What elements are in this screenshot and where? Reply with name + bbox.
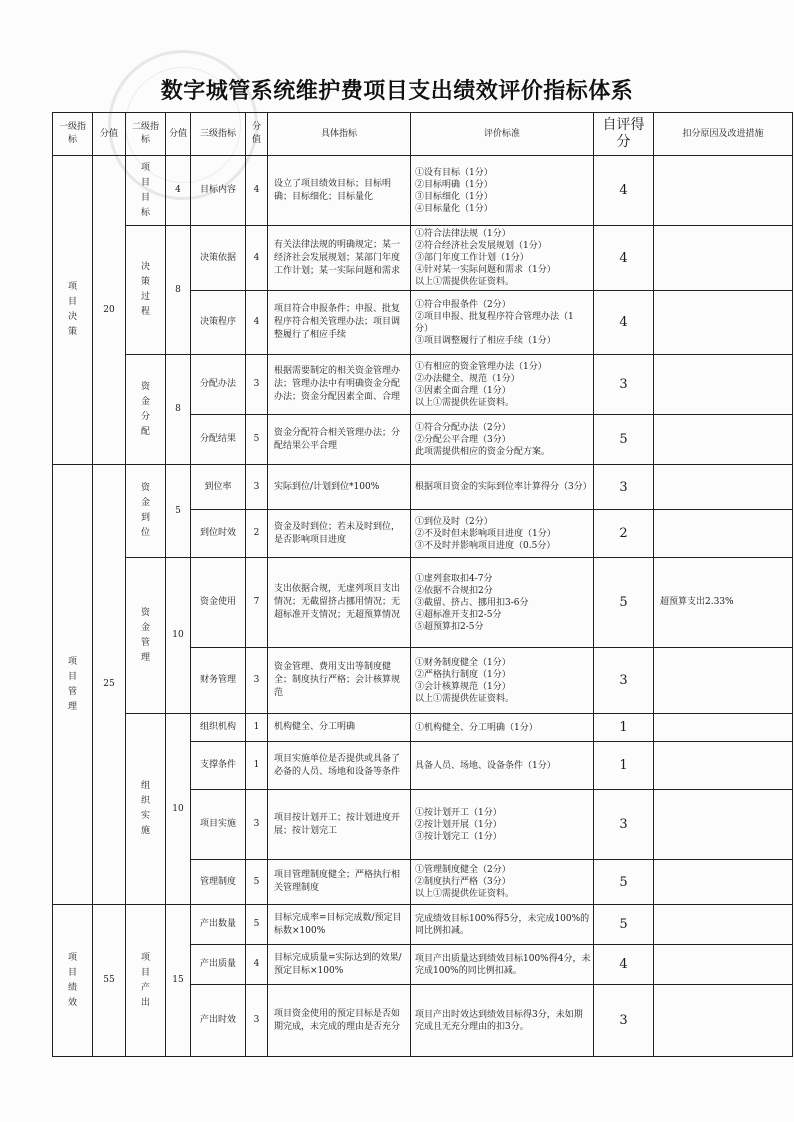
- level3-score-cell: 3: [246, 648, 268, 714]
- level3-cell: 产出数量: [191, 905, 246, 945]
- indicator-cell: 资金及时到位；若未及时到位，是否影响项目进度: [268, 510, 411, 558]
- table-header-row: [53, 113, 793, 156]
- level3-score-cell: 3: [246, 790, 268, 860]
- level3-score-cell: 3: [246, 355, 268, 415]
- self-score-cell: 5: [594, 415, 654, 465]
- deduction-note-cell: [654, 510, 793, 558]
- level1-score-cell: 55: [93, 905, 126, 1057]
- standard-cell: ①按计划开工（1分） ②按计划开展（1分） ③按计划完工（1分）: [411, 790, 594, 860]
- level2-cell: 决策过程: [126, 226, 166, 355]
- table-row: [53, 714, 793, 742]
- self-score-cell: 4: [594, 156, 654, 226]
- self-score-cell: 3: [594, 648, 654, 714]
- deduction-note-cell: [654, 156, 793, 226]
- self-score-cell: 1: [594, 714, 654, 742]
- header-deduction-note: 扣分原因及改进措施: [654, 113, 793, 156]
- level2-score-cell: 4: [166, 156, 191, 226]
- indicator-cell: 项目符合申报条件；申报、批复程序符合相关管理办法；项目调整履行了相应手续: [268, 291, 411, 355]
- indicator-cell: 资金分配符合相关管理办法；分配结果公平合理: [268, 415, 411, 465]
- level3-cell: 分配办法: [191, 355, 246, 415]
- indicator-cell: 项目管理制度健全；严格执行相关管理制度: [268, 860, 411, 905]
- level3-score-cell: 5: [246, 860, 268, 905]
- header-score1: 分值: [93, 113, 126, 156]
- deduction-note-cell: [654, 415, 793, 465]
- level2-score-cell: 10: [166, 558, 191, 714]
- deduction-note-cell: [654, 945, 793, 985]
- level3-score-cell: 4: [246, 291, 268, 355]
- deduction-note-cell: 超预算支出2.33%: [654, 558, 793, 648]
- indicator-cell: 实际到位/计划到位*100%: [268, 465, 411, 510]
- self-score-cell: 5: [594, 860, 654, 905]
- self-score-cell: 3: [594, 790, 654, 860]
- deduction-note-cell: [654, 465, 793, 510]
- standard-cell: ①财务制度健全（1分） ②严格执行制度（1分） ③会计核算规范（1分） 以上①需提供佐证资料。: [411, 648, 594, 714]
- level3-cell: 组织机构: [191, 714, 246, 742]
- self-score-cell: 2: [594, 510, 654, 558]
- level3-cell: 产出质量: [191, 945, 246, 985]
- self-score-cell: 3: [594, 465, 654, 510]
- standard-cell: ①有相应的资金管理办法（1分） ②办法健全、规范（1分） ③因素全面合理（1分） 以上①需提供佐证资料。: [411, 355, 594, 415]
- indicator-cell: 支出依据合规，无虚列项目支出情况；无截留挤占挪用情况；无超标准开支情况；无超预算情况: [268, 558, 411, 648]
- indicator-cell: 资金管理、费用支出等制度健全；制度执行严格；会计核算规范: [268, 648, 411, 714]
- self-score-cell: 4: [594, 945, 654, 985]
- table-row: [53, 905, 793, 945]
- deduction-note-cell: [654, 648, 793, 714]
- level3-cell: 决策依据: [191, 226, 246, 291]
- level2-score-cell: 15: [166, 905, 191, 1057]
- header-level1: 一级指标: [53, 113, 93, 156]
- level3-score-cell: 5: [246, 415, 268, 465]
- level3-cell: 产出时效: [191, 985, 246, 1057]
- level3-cell: 管理制度: [191, 860, 246, 905]
- indicator-cell: 项目资金使用的预定目标是否如期完成，未完成的理由是否充分: [268, 985, 411, 1057]
- level3-cell: 到位率: [191, 465, 246, 510]
- indicator-cell: 机构健全、分工明确: [268, 714, 411, 742]
- self-score-cell: 5: [594, 558, 654, 648]
- level3-cell: 支撑条件: [191, 742, 246, 790]
- level3-score-cell: 3: [246, 985, 268, 1057]
- level3-cell: 决策程序: [191, 291, 246, 355]
- level3-score-cell: 2: [246, 510, 268, 558]
- indicator-cell: 有关法律法规的明确规定；某一经济社会发展规划；某部门年度工作计划；某一实际问题和需求: [268, 226, 411, 291]
- level3-cell: 目标内容: [191, 156, 246, 226]
- level3-score-cell: 5: [246, 905, 268, 945]
- self-score-cell: 1: [594, 742, 654, 790]
- indicator-cell: 设立了项目绩效目标；目标明确；目标细化；目标量化: [268, 156, 411, 226]
- level3-score-cell: 7: [246, 558, 268, 648]
- level3-cell: 分配结果: [191, 415, 246, 465]
- indicator-table: [52, 112, 793, 1057]
- indicator-cell: 目标完成率=目标完成数/预定目标数×100%: [268, 905, 411, 945]
- level2-score-cell: 8: [166, 226, 191, 355]
- level3-score-cell: 3: [246, 465, 268, 510]
- level2-cell: 项目目标: [126, 156, 166, 226]
- standard-cell: ①符合法律法规（1分） ②符合经济社会发展规划（1分） ③部门年度工作计划（1分） ④针对某一实际问题和需求（1分） 以上①需提供佐证资料。: [411, 226, 594, 291]
- self-score-cell: 5: [594, 905, 654, 945]
- level2-cell: 资金到位: [126, 465, 166, 558]
- standard-cell: 项目产出时效达到绩效目标得3分，未如期完成且无充分理由的扣3分。: [411, 985, 594, 1057]
- deduction-note-cell: [654, 355, 793, 415]
- indicator-cell: 根据需要制定的相关资金管理办法；管理办法中有明确资金分配办法；资金分配因素全面、合理: [268, 355, 411, 415]
- header-self-score: 自评得分: [594, 113, 654, 156]
- header-level3: 三级指标: [191, 113, 246, 156]
- header-score3: 分值: [246, 113, 268, 156]
- table-row: [53, 226, 793, 291]
- header-indicator: 具体指标: [268, 113, 411, 156]
- level2-score-cell: 8: [166, 355, 191, 465]
- standard-cell: ①符合申报条件（2分） ②项目申报、批复程序符合管理办法（1分） ③项目调整履行了相应手续（1分）: [411, 291, 594, 355]
- level2-cell: 资金分配: [126, 355, 166, 465]
- level1-score-cell: 25: [93, 465, 126, 905]
- deduction-note-cell: [654, 985, 793, 1057]
- self-score-cell: 4: [594, 291, 654, 355]
- level3-cell: 财务管理: [191, 648, 246, 714]
- table-row: [53, 558, 793, 648]
- deduction-note-cell: [654, 742, 793, 790]
- level1-cell: 项目管理: [53, 465, 93, 905]
- level2-cell: 项目产出: [126, 905, 166, 1057]
- level3-cell: 资金使用: [191, 558, 246, 648]
- header-level2: 二级指标: [126, 113, 166, 156]
- page-title: 数字城管系统维护费项目支出绩效评价指标体系: [160, 79, 634, 104]
- deduction-note-cell: [654, 714, 793, 742]
- level3-cell: 到位时效: [191, 510, 246, 558]
- level2-cell: 资金管理: [126, 558, 166, 714]
- standard-cell: ①符合分配办法（2分） ②分配公平合理（3分） 此项需提供相应的资金分配方案。: [411, 415, 594, 465]
- level1-cell: 项目决策: [53, 156, 93, 465]
- level3-score-cell: 4: [246, 156, 268, 226]
- standard-cell: ①设有目标（1分） ②目标明确（1分） ③目标细化（1分） ④目标量化（1分）: [411, 156, 594, 226]
- table-row: [53, 465, 793, 510]
- level2-cell: 组织实施: [126, 714, 166, 905]
- header-standard: 评价标准: [411, 113, 594, 156]
- standard-cell: ①虚列套取扣4-7分 ②依据不合规扣2分 ③截留、挤占、挪用扣3-6分 ④超标准开支扣2-5分 ⑤超预算扣2-5分: [411, 558, 594, 648]
- level3-score-cell: 4: [246, 945, 268, 985]
- indicator-cell: 项目按计划开工；按计划进度开展；按计划完工: [268, 790, 411, 860]
- level2-score-cell: 10: [166, 714, 191, 905]
- deduction-note-cell: [654, 905, 793, 945]
- self-score-cell: 3: [594, 355, 654, 415]
- indicator-cell: 项目实施单位是否提供或具备了必备的人员、场地和设备等条件: [268, 742, 411, 790]
- standard-cell: ①机构健全、分工明确（1分）: [411, 714, 594, 742]
- table-row: [53, 355, 793, 415]
- deduction-note-cell: [654, 226, 793, 291]
- standard-cell: ①管理制度健全（2分） ②制度执行严格（3分） 以上①需提供佐证资料。: [411, 860, 594, 905]
- level3-score-cell: 1: [246, 714, 268, 742]
- header-score2: 分值: [166, 113, 191, 156]
- level1-cell: 项目绩效: [53, 905, 93, 1057]
- deduction-note-cell: [654, 790, 793, 860]
- level3-cell: 项目实施: [191, 790, 246, 860]
- level1-score-cell: 20: [93, 156, 126, 465]
- table-row: [53, 156, 793, 226]
- standard-cell: 具备人员、场地、设备条件（1分）: [411, 742, 594, 790]
- self-score-cell: 3: [594, 985, 654, 1057]
- standard-cell: 完成绩效目标100%得5分，未完成100%的同比例扣减。: [411, 905, 594, 945]
- standard-cell: ①到位及时（2分） ②不及时但未影响项目进度（1分） ③不及时并影响项目进度（0.5分）: [411, 510, 594, 558]
- standard-cell: 项目产出质量达到绩效目标100%得4分，未完成100%的同比例扣减。: [411, 945, 594, 985]
- standard-cell: 根据项目资金的实际到位率计算得分（3分）: [411, 465, 594, 510]
- level3-score-cell: 1: [246, 742, 268, 790]
- deduction-note-cell: [654, 860, 793, 905]
- deduction-note-cell: [654, 291, 793, 355]
- self-score-cell: 4: [594, 226, 654, 291]
- indicator-cell: 目标完成质量=实际达到的效果/预定目标×100%: [268, 945, 411, 985]
- level2-score-cell: 5: [166, 465, 191, 558]
- level3-score-cell: 4: [246, 226, 268, 291]
